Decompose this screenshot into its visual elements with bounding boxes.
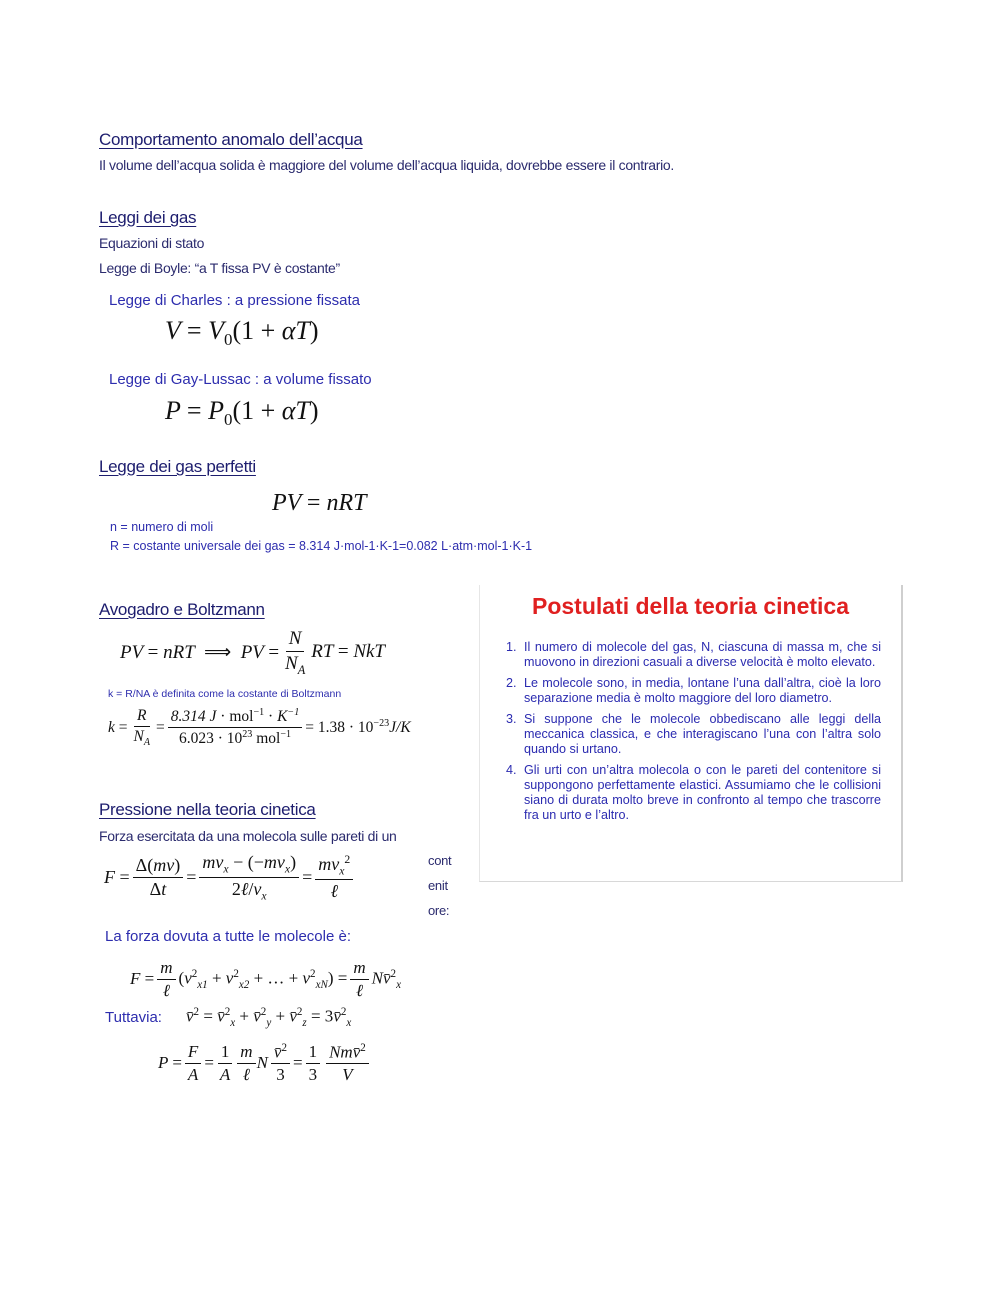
postulato-item-1: 1. Il numero di molecole del gas, N, ciascuna di massa m, che si muovono in direzioni casuali a diverse velocità è molto elevato. xyxy=(520,640,881,670)
pressione-side-1: cont xyxy=(428,853,452,868)
avogadro-formula: PV = nRT ⟹ PV = $\frac{N}{N_A}$ RT = NkT xyxy=(120,628,386,677)
pressure-formula: P = $\frac{F}{A}$ = $\frac{1}{A}$ $\frac{m}{\text{ℓ}}$ N $\frac{v̄^2}{3}$ = $\frac{1}{3}$ $\frac{Nmv̄^2}{V}$ xyxy=(158,1042,372,1085)
force-single-formula: F = $\frac{\Delta(mv)}{\Delta t}$ = $\frac{mv_x - (-mv_x)}{2\ell/v_x}$ = $\frac{mv_x^2}{\text{ℓ}}$ xyxy=(104,852,356,903)
gaylussac-formula: $P = P_0(1 + \alpha T)$ xyxy=(165,396,319,430)
postulati-card xyxy=(479,585,903,882)
force-all-formula: F = $\frac{m}{\text{ℓ}}$ ($v^2_{x1} + v^2_{x2}$ + … + $v^2_{xN}$) = $\frac{m}{\text{ℓ}}$ Nv̄$^2_x$ xyxy=(130,958,401,1000)
k-definition: k = R/NA è definita come la costante di Boltzmann xyxy=(108,688,342,700)
n-definition: n = numero di moli xyxy=(110,520,214,534)
tuttavia-label: Tuttavia: xyxy=(105,1009,162,1026)
perfetti-formula: PV = nRT xyxy=(272,490,367,516)
section-title-leggi: Leggi dei gas xyxy=(99,208,197,227)
postulati-list xyxy=(480,640,901,823)
section-title-pressione: Pressione nella teoria cinetica xyxy=(99,800,316,819)
postulato-item-4: 4. Gli urti con un’altra molecola o con le pareti del contenitore si suppongono perfettamente elastici. Assumiamo che le collisioni siano di durata molto breve in confronto al tempo che trascorre fra un urto e l’altro. xyxy=(520,763,881,823)
charles-formula: $V = V_0(1 + \alpha T)$ xyxy=(165,316,319,350)
pressione-line-1: Forza esercitata da una molecola sulle pareti di un xyxy=(99,828,397,844)
forza-tutte-label: La forza dovuta a tutte le molecole è: xyxy=(105,928,351,945)
velocity-formula: v̄$^2$ = v̄$^2_x$ + v̄$^2_y$ + v̄$^2_z$ = 3v̄$^2_x$ xyxy=(186,1006,352,1030)
postulato-item-2: 2. Le molecole sono, in media, lontane l’una dall’altra, cioè la loro separazione media è molto maggiore del loro diametro. xyxy=(520,676,881,706)
charles-label: Legge di Charles : a pressione fissata xyxy=(109,292,360,309)
pressione-side-3: ore: xyxy=(428,903,450,918)
boltzmann-formula: k = $\frac{R}{N_A}$ = $\frac{8.314 J \cdot mol^{-1} \cdot K^{-1}}{6.023 \cdot 10^{23} mol^{-1}}$ = $1.38 \cdot 10^{-23}$ J/K xyxy=(108,707,411,748)
gaylussac-label: Legge di Gay-Lussac : a volume fissato xyxy=(109,371,372,388)
postulato-item-3: 3. Si suppone che le molecole obbediscano alle leggi della meccanica classica, e che interagiscano l’una con l’altra solo quando si urtano. xyxy=(520,712,881,757)
r-definition: R = costante universale dei gas = 8.314 J·mol-1·K-1=0.082 L·atm·mol-1·K-1 xyxy=(110,539,533,553)
leggi-line-1: Equazioni di stato xyxy=(99,235,205,251)
postulati-title: Postulati della teoria cinetica xyxy=(532,593,849,619)
leggi-line-2: Legge di Boyle: “a T fissa PV è costante” xyxy=(99,260,340,276)
pressione-side-2: enit xyxy=(428,878,448,893)
section-title-perfetti: Legge dei gas perfetti xyxy=(99,457,256,476)
anomalo-text: Il volume dell’acqua solida è maggiore del volume dell’acqua liquida, dovrebbe essere il contrario. xyxy=(99,157,674,173)
section-title-anomalo: Comportamento anomalo dell’acqua xyxy=(99,130,363,149)
section-title-avogadro: Avogadro e Boltzmann xyxy=(99,600,265,619)
